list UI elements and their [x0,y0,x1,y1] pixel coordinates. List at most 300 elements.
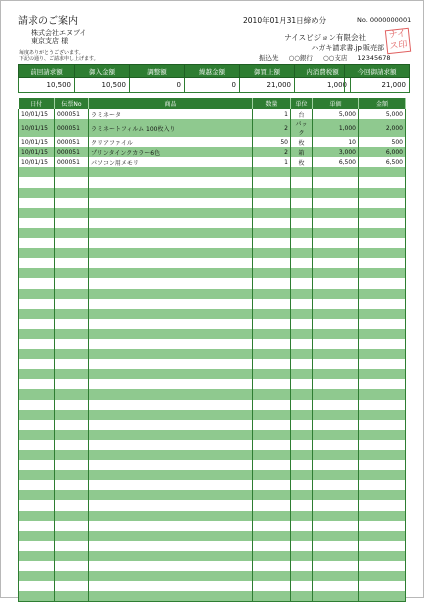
cell-slip [55,238,89,248]
cell-slip [55,531,89,541]
cell-unit [291,571,313,581]
summary-header: 前回請求額 [19,65,75,78]
empty-row [19,470,406,480]
cell-unit [291,379,313,389]
cell-slip [55,450,89,460]
cell-qty [253,309,291,319]
cell-date [19,198,55,208]
cell-amount: 6,500 [359,157,406,167]
cell-amount [359,329,406,339]
cell-date [19,369,55,379]
cell-price [313,258,359,268]
cell-slip [55,309,89,319]
cell-amount [359,167,406,177]
cell-item [89,258,253,268]
cell-qty [253,369,291,379]
cell-amount [359,561,406,571]
cell-unit [291,369,313,379]
cell-price [313,531,359,541]
cell-slip [55,329,89,339]
cell-amount [359,188,406,198]
empty-row [19,561,406,571]
cell-item: ラミネータ [89,109,253,119]
cell-amount [359,339,406,349]
cell-amount [359,349,406,359]
greeting-line-2: 下記の通り、ご請求申し上げます。 [19,56,99,62]
cell-qty [253,208,291,218]
empty-row [19,248,406,258]
cell-price [313,349,359,359]
cell-date [19,258,55,268]
cell-date [19,400,55,410]
cell-slip: 000051 [55,147,89,157]
cell-qty [253,319,291,329]
cell-date [19,218,55,228]
cell-date: 10/01/15 [19,157,55,167]
cell-unit [291,591,313,602]
cell-unit [291,430,313,440]
cell-item [89,359,253,369]
cell-item [89,541,253,551]
cell-price [313,551,359,561]
cell-slip: 000051 [55,157,89,167]
cell-price [313,410,359,420]
cell-qty: 2 [253,119,291,137]
summary-value: 10,500 [75,78,130,93]
closing-date: 2010年01月31日締め分 [243,16,327,25]
cell-amount [359,400,406,410]
cell-date [19,177,55,187]
empty-row [19,278,406,288]
cell-amount [359,319,406,329]
cell-unit [291,420,313,430]
cell-qty: 50 [253,137,291,147]
cell-price [313,490,359,500]
cell-price [313,167,359,177]
company-stamp [385,28,411,54]
cell-price [313,561,359,571]
cell-date [19,410,55,420]
cell-qty [253,329,291,339]
cell-unit [291,188,313,198]
col-header-slip: 伝票No [55,98,89,109]
cell-price [313,500,359,510]
cell-date [19,359,55,369]
cell-item [89,177,253,187]
empty-row [19,268,406,278]
detail-body [19,109,406,602]
cell-item [89,289,253,299]
cell-date: 10/01/15 [19,119,55,137]
cell-price: 10 [313,137,359,147]
cell-amount [359,248,406,258]
cell-price [313,188,359,198]
cell-price [313,460,359,470]
cell-slip [55,490,89,500]
cell-date [19,450,55,460]
cell-unit [291,490,313,500]
cell-item [89,198,253,208]
cell-qty [253,531,291,541]
cell-amount [359,278,406,288]
empty-row [19,299,406,309]
cell-amount [359,289,406,299]
cell-unit [291,561,313,571]
customer-name: 株式会社エヌブイ [31,29,87,37]
cell-price [313,268,359,278]
cell-price [313,379,359,389]
cell-amount [359,531,406,541]
cell-item [89,511,253,521]
cell-item [89,208,253,218]
cell-date: 10/01/15 [19,109,55,119]
summary-value: 0 [130,78,185,93]
empty-row [19,369,406,379]
cell-amount [359,500,406,510]
cell-item [89,581,253,591]
cell-slip [55,500,89,510]
cell-unit [291,167,313,177]
cell-unit [291,359,313,369]
issuer-company: ナイスビジョン有限会社 [284,33,366,42]
cell-qty [253,379,291,389]
cell-qty [253,551,291,561]
cell-price [313,541,359,551]
empty-row [19,329,406,339]
cell-slip [55,289,89,299]
cell-item: ラミネートフィルム 100枚入り [89,119,253,137]
cell-unit [291,289,313,299]
cell-unit [291,299,313,309]
greeting-line-1: 毎度ありがとうございます。 [19,50,84,56]
cell-item [89,238,253,248]
cell-price [313,571,359,581]
cell-slip [55,369,89,379]
empty-row [19,430,406,440]
cell-unit [291,319,313,329]
cell-slip [55,248,89,258]
empty-row [19,551,406,561]
cell-item [89,389,253,399]
col-header-item: 商品 [89,98,253,109]
cell-date [19,500,55,510]
cell-amount [359,218,406,228]
cell-qty [253,177,291,187]
cell-qty [253,420,291,430]
cell-qty [253,500,291,510]
cell-unit [291,177,313,187]
cell-price [313,581,359,591]
empty-row [19,581,406,591]
cell-date [19,470,55,480]
cell-unit [291,541,313,551]
cell-unit [291,521,313,531]
col-header-date: 日付 [19,98,55,109]
empty-row [19,198,406,208]
empty-row [19,460,406,470]
empty-row [19,490,406,500]
cell-date [19,339,55,349]
cell-unit [291,339,313,349]
empty-row [19,420,406,430]
cell-price [313,339,359,349]
cell-slip: 000051 [55,119,89,137]
cell-date [19,289,55,299]
cell-slip [55,460,89,470]
cell-qty [253,440,291,450]
cell-qty [253,400,291,410]
cell-slip [55,420,89,430]
cell-unit [291,238,313,248]
cell-price [313,591,359,602]
cell-qty [253,349,291,359]
cell-unit [291,349,313,359]
cell-unit [291,218,313,228]
cell-item [89,591,253,602]
cell-qty [253,299,291,309]
cell-qty [253,359,291,369]
cell-date [19,319,55,329]
empty-row [19,511,406,521]
cell-date: 10/01/15 [19,147,55,157]
cell-date [19,208,55,218]
cell-price [313,400,359,410]
cell-date [19,329,55,339]
cell-price [313,309,359,319]
empty-row [19,379,406,389]
empty-row [19,400,406,410]
cell-price [313,480,359,490]
cell-slip [55,440,89,450]
cell-unit [291,400,313,410]
cell-qty [253,289,291,299]
empty-row [19,289,406,299]
cell-date [19,490,55,500]
cell-qty [253,238,291,248]
cell-slip [55,511,89,521]
cell-amount [359,430,406,440]
cell-price: 6,500 [313,157,359,167]
empty-row [19,480,406,490]
empty-row [19,339,406,349]
col-header-unit: 単位 [291,98,313,109]
cell-unit [291,581,313,591]
cell-qty [253,258,291,268]
cell-qty [253,581,291,591]
stamp-text: ナイス印 [388,29,408,52]
cell-price [313,289,359,299]
table-row [19,109,406,119]
cell-item [89,167,253,177]
empty-row [19,531,406,541]
cell-item [89,268,253,278]
bank-branch: ○○支店 [323,54,348,62]
cell-qty [253,511,291,521]
cell-date [19,238,55,248]
cell-unit: 枚 [291,137,313,147]
cell-unit [291,480,313,490]
cell-unit [291,460,313,470]
cell-slip [55,228,89,238]
cell-amount [359,228,406,238]
cell-slip [55,349,89,359]
cell-slip [55,167,89,177]
empty-row [19,218,406,228]
cell-unit [291,248,313,258]
document-title: 請求のご案内 [18,16,78,27]
cell-qty [253,571,291,581]
cell-unit: 枚 [291,157,313,167]
cell-item [89,400,253,410]
cell-slip [55,379,89,389]
cell-amount [359,450,406,460]
total-due-table [344,64,410,93]
cell-item: パソコン用メモリ [89,157,253,167]
cell-qty [253,591,291,602]
cell-slip [55,561,89,571]
cell-price [313,208,359,218]
table-row [19,147,406,157]
cell-item [89,319,253,329]
cell-item [89,188,253,198]
cell-amount [359,490,406,500]
cell-slip [55,258,89,268]
cell-price [313,198,359,208]
issuer-sales: 販売部 [363,44,384,52]
cell-qty: 1 [253,157,291,167]
cell-qty [253,167,291,177]
cell-amount [359,541,406,551]
cell-price: 3,000 [313,147,359,157]
cell-date [19,430,55,440]
cell-date [19,571,55,581]
cell-slip [55,218,89,228]
cell-date [19,591,55,602]
cell-qty [253,389,291,399]
bank-name: ○○銀行 [288,54,313,62]
empty-row [19,389,406,399]
summary-value: 21,000 [240,78,295,93]
cell-qty [253,480,291,490]
cell-unit [291,410,313,420]
table-row [19,157,406,167]
cell-slip [55,188,89,198]
cell-date [19,440,55,450]
summary-header: 御買上額 [240,65,295,78]
cell-price [313,177,359,187]
cell-price: 1,000 [313,119,359,137]
document-number: No. 0000000001 [357,16,412,24]
empty-row [19,177,406,187]
cell-amount: 500 [359,137,406,147]
cell-unit [291,208,313,218]
cell-unit [291,228,313,238]
cell-slip [55,470,89,480]
cell-price [313,470,359,480]
cell-unit [291,450,313,460]
cell-qty [253,228,291,238]
cell-item [89,248,253,258]
cell-unit [291,198,313,208]
cell-unit [291,551,313,561]
cell-amount [359,299,406,309]
cell-amount [359,177,406,187]
cell-slip [55,410,89,420]
empty-row [19,450,406,460]
cell-slip [55,551,89,561]
cell-slip [55,208,89,218]
cell-slip [55,268,89,278]
cell-slip [55,359,89,369]
cell-date [19,581,55,591]
cell-date [19,561,55,571]
cell-date [19,551,55,561]
cell-item [89,571,253,581]
cell-item [89,278,253,288]
cell-item [89,460,253,470]
cell-amount: 5,000 [359,109,406,119]
cell-item [89,430,253,440]
empty-row [19,541,406,551]
table-row [19,137,406,147]
cell-amount: 2,000 [359,119,406,137]
cell-date [19,541,55,551]
cell-unit: パック [291,119,313,137]
cell-price [313,369,359,379]
cell-item [89,420,253,430]
cell-amount [359,379,406,389]
cell-item [89,500,253,510]
cell-slip [55,299,89,309]
empty-row [19,571,406,581]
cell-amount [359,470,406,480]
cell-price [313,521,359,531]
cell-unit [291,470,313,480]
cell-amount [359,551,406,561]
cell-slip [55,480,89,490]
cell-item [89,299,253,309]
cell-qty [253,430,291,440]
cell-slip [55,389,89,399]
cell-qty [253,490,291,500]
cell-price [313,440,359,450]
cell-slip [55,591,89,602]
cell-slip [55,581,89,591]
cell-qty [253,188,291,198]
cell-date [19,309,55,319]
cell-qty [253,521,291,531]
cell-item [89,450,253,460]
cell-item [89,561,253,571]
cell-price [313,299,359,309]
cell-price [313,228,359,238]
cell-amount [359,198,406,208]
cell-item: プリンタインクカラー6色 [89,147,253,157]
cell-item: クリアファイル [89,137,253,147]
detail-table [18,98,406,602]
cell-amount [359,480,406,490]
empty-row [19,228,406,238]
col-header-qty: 数量 [253,98,291,109]
cell-price [313,329,359,339]
summary-value: 0 [185,78,240,93]
cell-price [313,450,359,460]
cell-price [313,278,359,288]
cell-date [19,299,55,309]
cell-amount [359,591,406,602]
cell-slip [55,177,89,187]
cell-date [19,268,55,278]
